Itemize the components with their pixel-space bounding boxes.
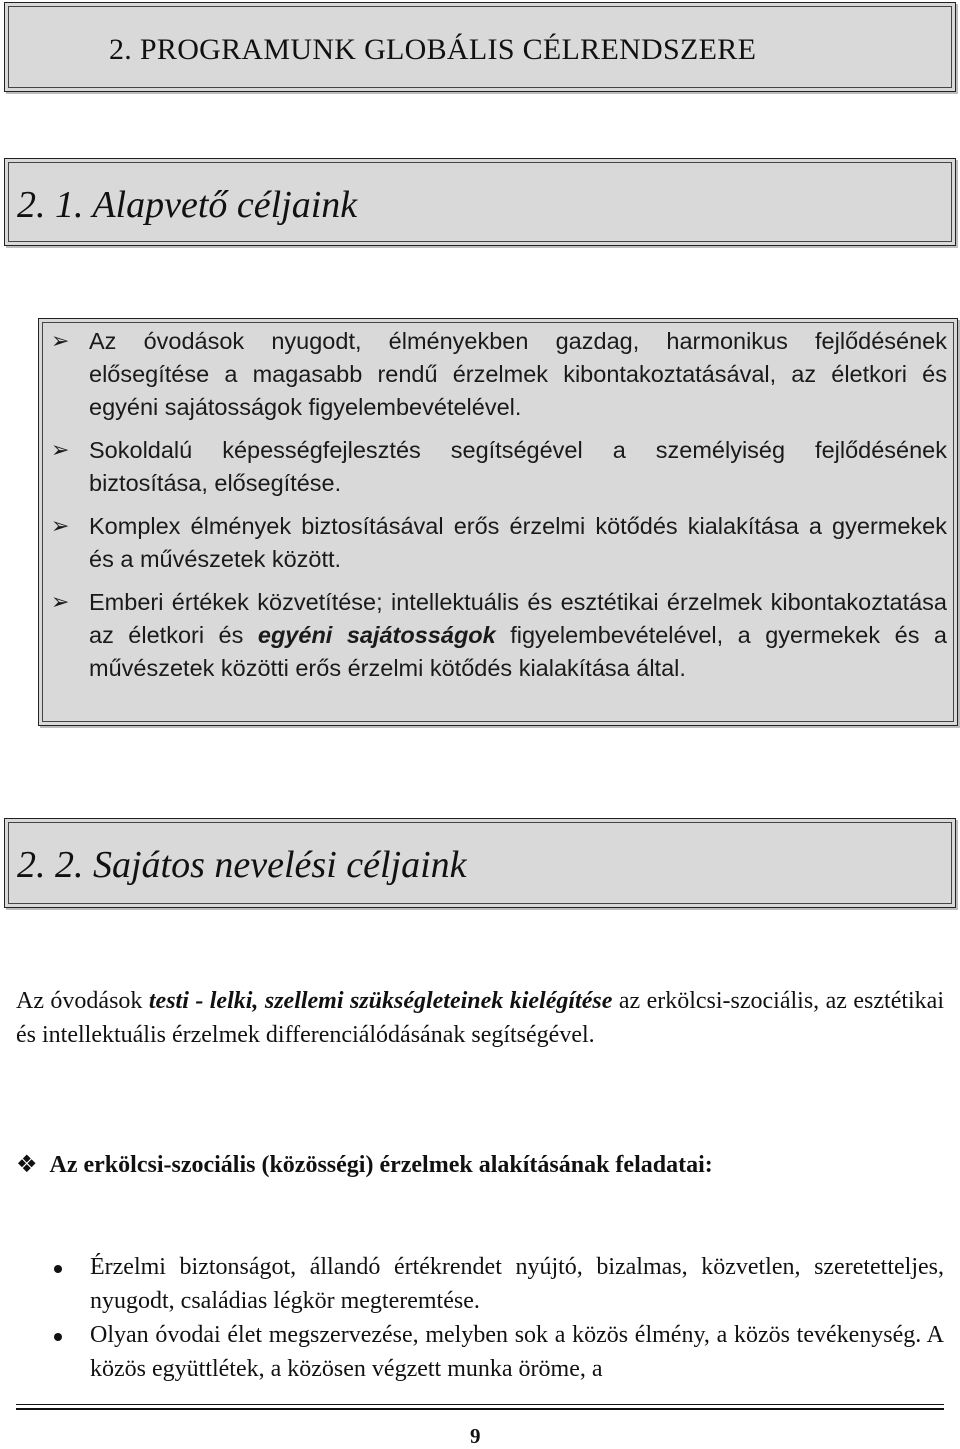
arrow-bullet-icon: ➢ bbox=[51, 514, 70, 539]
footer-divider-thick bbox=[16, 1408, 944, 1410]
goal-text-1: Az óvodások nyugodt, élményekben gazdag, harmonikus fejlődésének elősegítése a magasabb rendű érzelmek kibontakoztatásával, az életkori és egyéni sajátosságok figyelembevételével. bbox=[89, 328, 947, 420]
dot-bullet-icon bbox=[54, 1333, 62, 1341]
task-item-2 bbox=[16, 1318, 944, 1386]
arrow-bullet-icon: ➢ bbox=[51, 329, 70, 354]
goals-box bbox=[38, 318, 958, 726]
goal-text-4-end: figyelembevételével, a gyermekek és a művészetek közötti erős érzelmi kötődés kialakítása által. bbox=[89, 622, 947, 681]
goal-text-2: Sokoldalú képességfejlesztés segítségével a személyiség fejlődésének biztosítása, elősegítése. bbox=[89, 437, 947, 496]
section1-heading-box bbox=[4, 158, 956, 246]
goal-item-1 bbox=[51, 325, 947, 424]
intro-text-start: Az óvodások bbox=[16, 988, 149, 1014]
tasks-heading bbox=[16, 1150, 713, 1179]
main-heading-box bbox=[4, 2, 956, 92]
task-text-2: Olyan óvodai élet megszervezése, melyben sok a közös élmény, a közös tevékenység. A közös együttlétek, a közösen végzett munka öröme, a bbox=[90, 1322, 944, 1382]
goal-item-3 bbox=[51, 510, 947, 576]
goal-text-4-emphasis: egyéni sajátosságok bbox=[257, 622, 496, 648]
goal-text-3: Komplex élmények biztosításával erős érzelmi kötődés kialakítása a gyermekek és a művészetek között. bbox=[89, 513, 947, 572]
goals-list bbox=[51, 325, 947, 695]
goal-text-4-start: Emberi értékek közvetítése; intellektuális és esztétikai érzelmek kibontakoztatása az életkori és bbox=[89, 589, 947, 648]
task-text-1: Érzelmi biztonságot, állandó értékrendet nyújtó, bizalmas, közvetlen, szeretetteljes, nyugodt, családias légkör megteremtése. bbox=[90, 1254, 944, 1314]
intro-text-emphasis: testi - lelki, szellemi szükségleteinek kielégítése bbox=[148, 988, 613, 1014]
intro-text-end: az erkölcsi-szociális, az esztétikai és intellektuális érzelmek differenciálódásának segítségével. bbox=[16, 988, 945, 1048]
section2-intro-paragraph bbox=[16, 984, 944, 1052]
main-heading: 2. PROGRAMUNK GLOBÁLIS CÉLRENDSZERE bbox=[109, 33, 757, 66]
tasks-heading-text: Az erkölcsi-szociális (közösségi) érzelmek alakításának feladatai: bbox=[49, 1152, 713, 1178]
diamond-bullet-icon: ❖ bbox=[16, 1150, 38, 1178]
goal-item-4 bbox=[51, 586, 947, 685]
section2-heading-box bbox=[4, 818, 956, 908]
dot-bullet-icon bbox=[54, 1265, 62, 1273]
page-number: 9 bbox=[470, 1424, 481, 1448]
goal-item-2 bbox=[51, 434, 947, 500]
section2-heading: 2. 2. Sajátos nevelési céljaink bbox=[17, 844, 467, 886]
footer-divider bbox=[16, 1404, 944, 1405]
tasks-list bbox=[16, 1250, 944, 1386]
section1-heading: 2. 1. Alapvető céljaink bbox=[17, 184, 358, 226]
arrow-bullet-icon: ➢ bbox=[51, 590, 70, 615]
arrow-bullet-icon: ➢ bbox=[51, 438, 70, 463]
task-item-1 bbox=[16, 1250, 944, 1318]
